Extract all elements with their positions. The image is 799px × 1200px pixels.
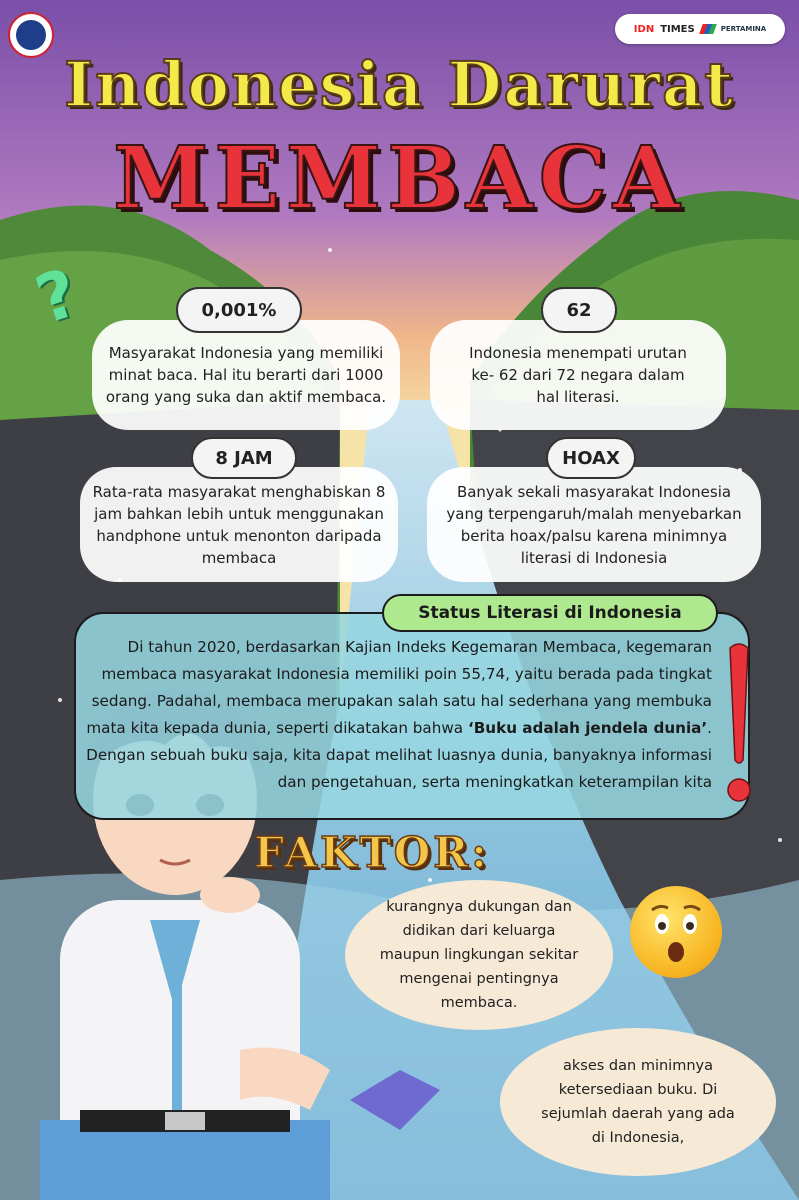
title-line-2: MEMBACA xyxy=(113,128,686,229)
faktor-text: kurangnya dukungan dan didikan dari keluarga maupun lingkungan sekitar mengenai pentingnya membaca. xyxy=(379,899,579,1011)
fact-tag: 0,001% xyxy=(176,287,302,333)
brand-badge xyxy=(615,14,785,44)
fact-card-3 xyxy=(80,467,398,582)
eagle-emblem-icon xyxy=(16,20,46,50)
fact-text: Banyak sekali masyarakat Indonesia yang terpengaruh/malah menyebarkan berita hoax/palsu karena minimnya literasi di Indonesia xyxy=(446,482,742,567)
status-text: Di tahun 2020, berdasarkan Kajian Indeks Kegemaran Membaca, kegemaran membaca masyarakat Indonesia memiliki poin 55,74, yaitu berada pada tingkat sedang. Padahal, membaca merupakan salah satu hal sederhana yang membuka mata kita kepada dunia, seperti dikatakan bahwa ‘Buku adalah jendela dunia’. Dengan sebuah buku saja, kita dapat melihat luasnya dunia, banyaknya informasi dan pengetahuan, serta meningkatkan keterampilan kita xyxy=(86,638,712,791)
fact-tag: 8 JAM xyxy=(191,437,297,479)
fact-text: Indonesia menempati urutan ke- 62 dari 72 negara dalam hal literasi. xyxy=(469,344,687,406)
title-line-1: Indonesia Darurat xyxy=(64,48,735,121)
brand-idn: IDN xyxy=(633,23,655,35)
fact-tag: HOAX xyxy=(546,437,636,479)
faktor-bubble-1 xyxy=(345,880,613,1030)
faktor-bubble-2 xyxy=(500,1028,776,1176)
faktor-text: akses dan minimnya ketersediaan buku. Di sejumlah daerah yang ada di Indonesia, xyxy=(541,1058,735,1146)
brand-pertamina: PERTAMINA xyxy=(720,25,767,33)
fact-card-1 xyxy=(92,320,400,430)
status-quote: ‘Buku adalah jendela dunia’ xyxy=(467,719,708,737)
brand-times: TIMES xyxy=(660,23,695,35)
fact-card-4 xyxy=(427,467,761,582)
exclamation-icon xyxy=(726,640,752,810)
faktor-heading: FAKTOR: xyxy=(254,828,490,877)
fact-tag: 62 xyxy=(541,287,617,333)
fact-text: Rata-rata masyarakat menghabiskan 8 jam bahkan lebih untuk menggunakan handphone untuk menonton daripada membaca xyxy=(92,482,386,567)
status-title: Status Literasi di Indonesia xyxy=(382,594,718,632)
pertamina-logo-icon xyxy=(699,24,717,34)
surprised-emoji-icon xyxy=(630,886,722,978)
question-mark-icon: ? xyxy=(27,253,88,340)
fact-card-2 xyxy=(430,320,726,430)
fact-text: Masyarakat Indonesia yang memiliki minat baca. Hal itu berarti dari 1000 orang yang suka dan aktif membaca. xyxy=(105,344,387,406)
